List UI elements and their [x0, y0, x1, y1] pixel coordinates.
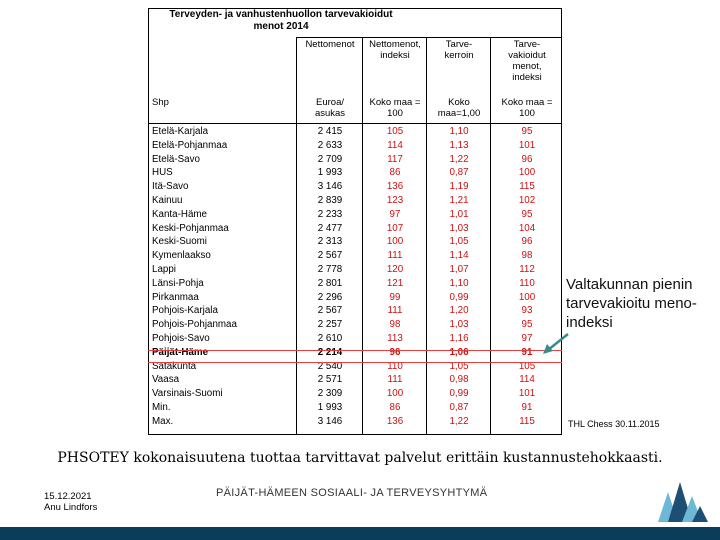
table-cell-index: 96 [389, 346, 401, 358]
table-cell-need: 1,13 [449, 139, 469, 151]
table-cell-index: 98 [389, 319, 401, 331]
bottom-bar [0, 527, 720, 540]
table-row [149, 332, 563, 346]
table-cell-euro: 2 257 [317, 319, 343, 331]
table-cell-adj: 98 [521, 250, 533, 262]
header-divider [296, 37, 561, 38]
table-cell-name: Vaasa [152, 374, 180, 386]
table-row [149, 235, 563, 249]
source-credit: THL Chess 30.11.2015 [568, 419, 660, 429]
table-cell-need: 1,20 [449, 305, 469, 317]
table-cell-need: 1,05 [449, 236, 469, 248]
table-cell-euro: 2 415 [317, 126, 343, 137]
table-cell-euro: 2 778 [317, 264, 343, 275]
table-cell-name: Etelä-Karjala [152, 126, 209, 137]
table-cell-need: 1,10 [449, 277, 469, 289]
table-cell-need: 0,99 [449, 388, 469, 400]
table-cell-euro: 2 567 [317, 305, 343, 317]
table-cell-euro: 2 313 [317, 236, 343, 248]
table-cell-need: 1,01 [449, 208, 469, 220]
table-row [149, 139, 563, 153]
table-cell-euro: 2 633 [317, 139, 343, 151]
table-row [149, 401, 563, 415]
arrow-icon [540, 330, 570, 356]
table-cell-name: Varsinais-Suomi [152, 388, 223, 400]
header-col3-top: Tarve- kerroin [444, 39, 474, 61]
table-cell-euro: 2 296 [317, 291, 343, 303]
table-cell-adj: 100 [518, 167, 536, 179]
table-cell-euro: 2 839 [317, 195, 343, 206]
header-col3-bottom: Koko maa=1,00 [437, 97, 481, 119]
table-cell-name: Päijät-Häme [152, 346, 209, 358]
table-cell-adj: 101 [518, 388, 536, 400]
table-cell-name: Itä-Savo [152, 181, 189, 193]
table-cell-name: Pohjois-Pohjanmaa [152, 319, 237, 331]
table-cell-name: Pirkanmaa [152, 291, 199, 303]
table-cell-index: 86 [389, 167, 401, 179]
table-cell-index: 136 [386, 181, 404, 193]
table-cell-need: 0,99 [449, 291, 469, 303]
table-cell-need: 1,03 [449, 222, 469, 234]
table-cell-index: 111 [387, 250, 403, 262]
table-row [149, 291, 563, 305]
table-row [149, 304, 563, 318]
table-cell-name: Pohjois-Savo [152, 333, 210, 344]
organization-name: PÄIJÄT-HÄMEEN SOSIAALI- JA TERVEYSYHTYMÄ [216, 487, 488, 499]
table-cell-need: 1,07 [449, 264, 469, 275]
table-cell-need: 1,19 [449, 181, 469, 193]
footer-date-author [44, 491, 97, 513]
table-cell-need: 1,05 [449, 360, 469, 372]
table-cell-need: 0,87 [449, 402, 469, 413]
table-cell-index: 100 [386, 388, 404, 400]
table-row [149, 180, 563, 194]
header-col2-top: Nettomenot, indeksi [369, 39, 421, 61]
table-cell-need: 1,22 [449, 415, 469, 427]
table-row [149, 166, 563, 180]
table-cell-need: 1,14 [449, 250, 469, 262]
table-row [149, 222, 563, 236]
table-row [149, 208, 563, 222]
table-cell-name: Länsi-Pohja [152, 277, 204, 289]
table-cell-adj: 110 [519, 277, 535, 289]
table-cell-adj: 97 [521, 333, 533, 344]
table-cell-name: Keski-Pohjanmaa [152, 222, 229, 234]
table-cell-adj: 96 [521, 153, 533, 165]
header-col1-bottom: Euroa/ asukas [314, 97, 346, 119]
table-cell-name: Kymenlaakso [152, 250, 211, 262]
table-cell-name: Etelä-Savo [152, 153, 200, 165]
table-cell-index: 111 [387, 305, 403, 317]
table-cell-index: 113 [387, 333, 403, 344]
table-row [149, 318, 563, 332]
table-cell-need: 1,21 [449, 195, 469, 206]
table-cell-name: Max. [152, 415, 174, 427]
table-cell-adj: 114 [519, 374, 535, 386]
table-row [149, 277, 563, 291]
table-cell-need: 1,10 [449, 126, 469, 137]
expenditure-table [148, 8, 562, 435]
highlight-row-border [148, 350, 562, 363]
table-cell-euro: 2 567 [317, 250, 343, 262]
table-cell-euro: 1 993 [317, 402, 343, 413]
table-cell-need: 1,06 [449, 346, 469, 358]
table-cell-name: Lappi [152, 264, 176, 275]
table-cell-adj: 101 [518, 139, 536, 151]
table-cell-adj: 104 [518, 222, 536, 234]
table-cell-need: 1,03 [449, 319, 469, 331]
table-cell-euro: 2 610 [317, 333, 343, 344]
table-cell-adj: 102 [518, 195, 536, 206]
header-col4-top: Tarve- vakioidut menot, indeksi [508, 39, 546, 83]
table-cell-adj: 100 [518, 291, 536, 303]
table-cell-name: Pohjois-Karjala [152, 305, 218, 317]
table-cell-euro: 2 233 [317, 208, 343, 220]
footer-date: 15.12.2021 [44, 491, 92, 502]
headline: PHSOTEY kokonaisuutena tuottaa tarvittavat palvelut erittäin kustannustehokkaasti. [57, 450, 663, 466]
table-cell-name: Etelä-Pohjanmaa [152, 139, 228, 151]
table-cell-adj: 115 [519, 181, 535, 193]
table-cell-index: 99 [389, 291, 401, 303]
table-cell-euro: 2 540 [317, 360, 343, 372]
table-row [149, 194, 563, 208]
header-divider [149, 123, 561, 124]
table-cell-name: Kainuu [152, 195, 183, 206]
table-cell-index: 107 [386, 222, 404, 234]
table-cell-index: 105 [386, 126, 404, 137]
table-cell-euro: 2 801 [317, 277, 343, 289]
table-cell-euro: 2 214 [317, 346, 343, 358]
table-cell-index: 86 [389, 402, 401, 413]
table-cell-index: 136 [386, 415, 404, 427]
table-cell-adj: 95 [521, 208, 533, 220]
table-cell-index: 121 [386, 277, 404, 289]
table-row [149, 415, 563, 429]
table-cell-euro: 2 571 [317, 374, 343, 386]
table-cell-adj: 95 [521, 319, 533, 331]
table-cell-index: 97 [389, 208, 401, 220]
annotation-text: Valtakunnan pienin tarvevakioitu meno-indeksi [566, 276, 697, 331]
table-cell-need: 0,98 [449, 374, 469, 386]
table-cell-adj: 112 [519, 264, 535, 275]
table-title: Terveyden- ja vanhustenhuollon tarvevakioidut menot 2014 [169, 9, 393, 32]
table-cell-index: 111 [387, 374, 403, 386]
table-cell-index: 120 [386, 264, 404, 275]
header-col1-top: Nettomenot [305, 39, 355, 50]
table-cell-adj: 115 [519, 415, 535, 427]
table-cell-name: HUS [152, 167, 173, 179]
table-row [149, 153, 563, 167]
header-col0: Shp [152, 97, 169, 108]
table-cell-name: Satakunta [152, 360, 197, 372]
table-cell-adj: 96 [521, 236, 533, 248]
table-row [149, 387, 563, 401]
table-cell-euro: 3 146 [317, 415, 343, 427]
organization-logo-icon [654, 478, 708, 524]
table-row [149, 373, 563, 387]
table-cell-need: 1,16 [449, 333, 469, 344]
header-col2-bottom: Koko maa = 100 [369, 97, 421, 119]
table-cell-euro: 1 993 [317, 167, 343, 179]
table-cell-index: 114 [387, 139, 403, 151]
table-row [149, 249, 563, 263]
table-cell-adj: 95 [521, 126, 533, 137]
table-cell-need: 0,87 [449, 167, 469, 179]
table-cell-adj: 91 [521, 402, 533, 413]
table-cell-name: Keski-Suomi [152, 236, 207, 248]
table-cell-adj: 91 [521, 346, 533, 358]
footer-author: Anu Lindfors [44, 502, 98, 513]
table-cell-name: Kanta-Häme [152, 208, 207, 220]
table-cell-adj: 105 [518, 360, 536, 372]
table-cell-euro: 3 146 [317, 181, 343, 193]
table-cell-index: 110 [387, 360, 403, 372]
table-row [149, 125, 563, 139]
table-row [149, 263, 563, 277]
table-cell-index: 100 [386, 236, 404, 248]
header-col4-bottom: Koko maa = 100 [501, 97, 553, 119]
table-cell-adj: 93 [521, 305, 533, 317]
table-cell-index: 117 [387, 153, 403, 165]
table-cell-euro: 2 477 [317, 222, 343, 234]
table-cell-index: 123 [386, 195, 404, 206]
table-cell-euro: 2 709 [317, 153, 343, 165]
table-cell-need: 1,22 [449, 153, 469, 165]
table-cell-euro: 2 309 [317, 388, 343, 400]
table-cell-name: Min. [152, 402, 171, 413]
